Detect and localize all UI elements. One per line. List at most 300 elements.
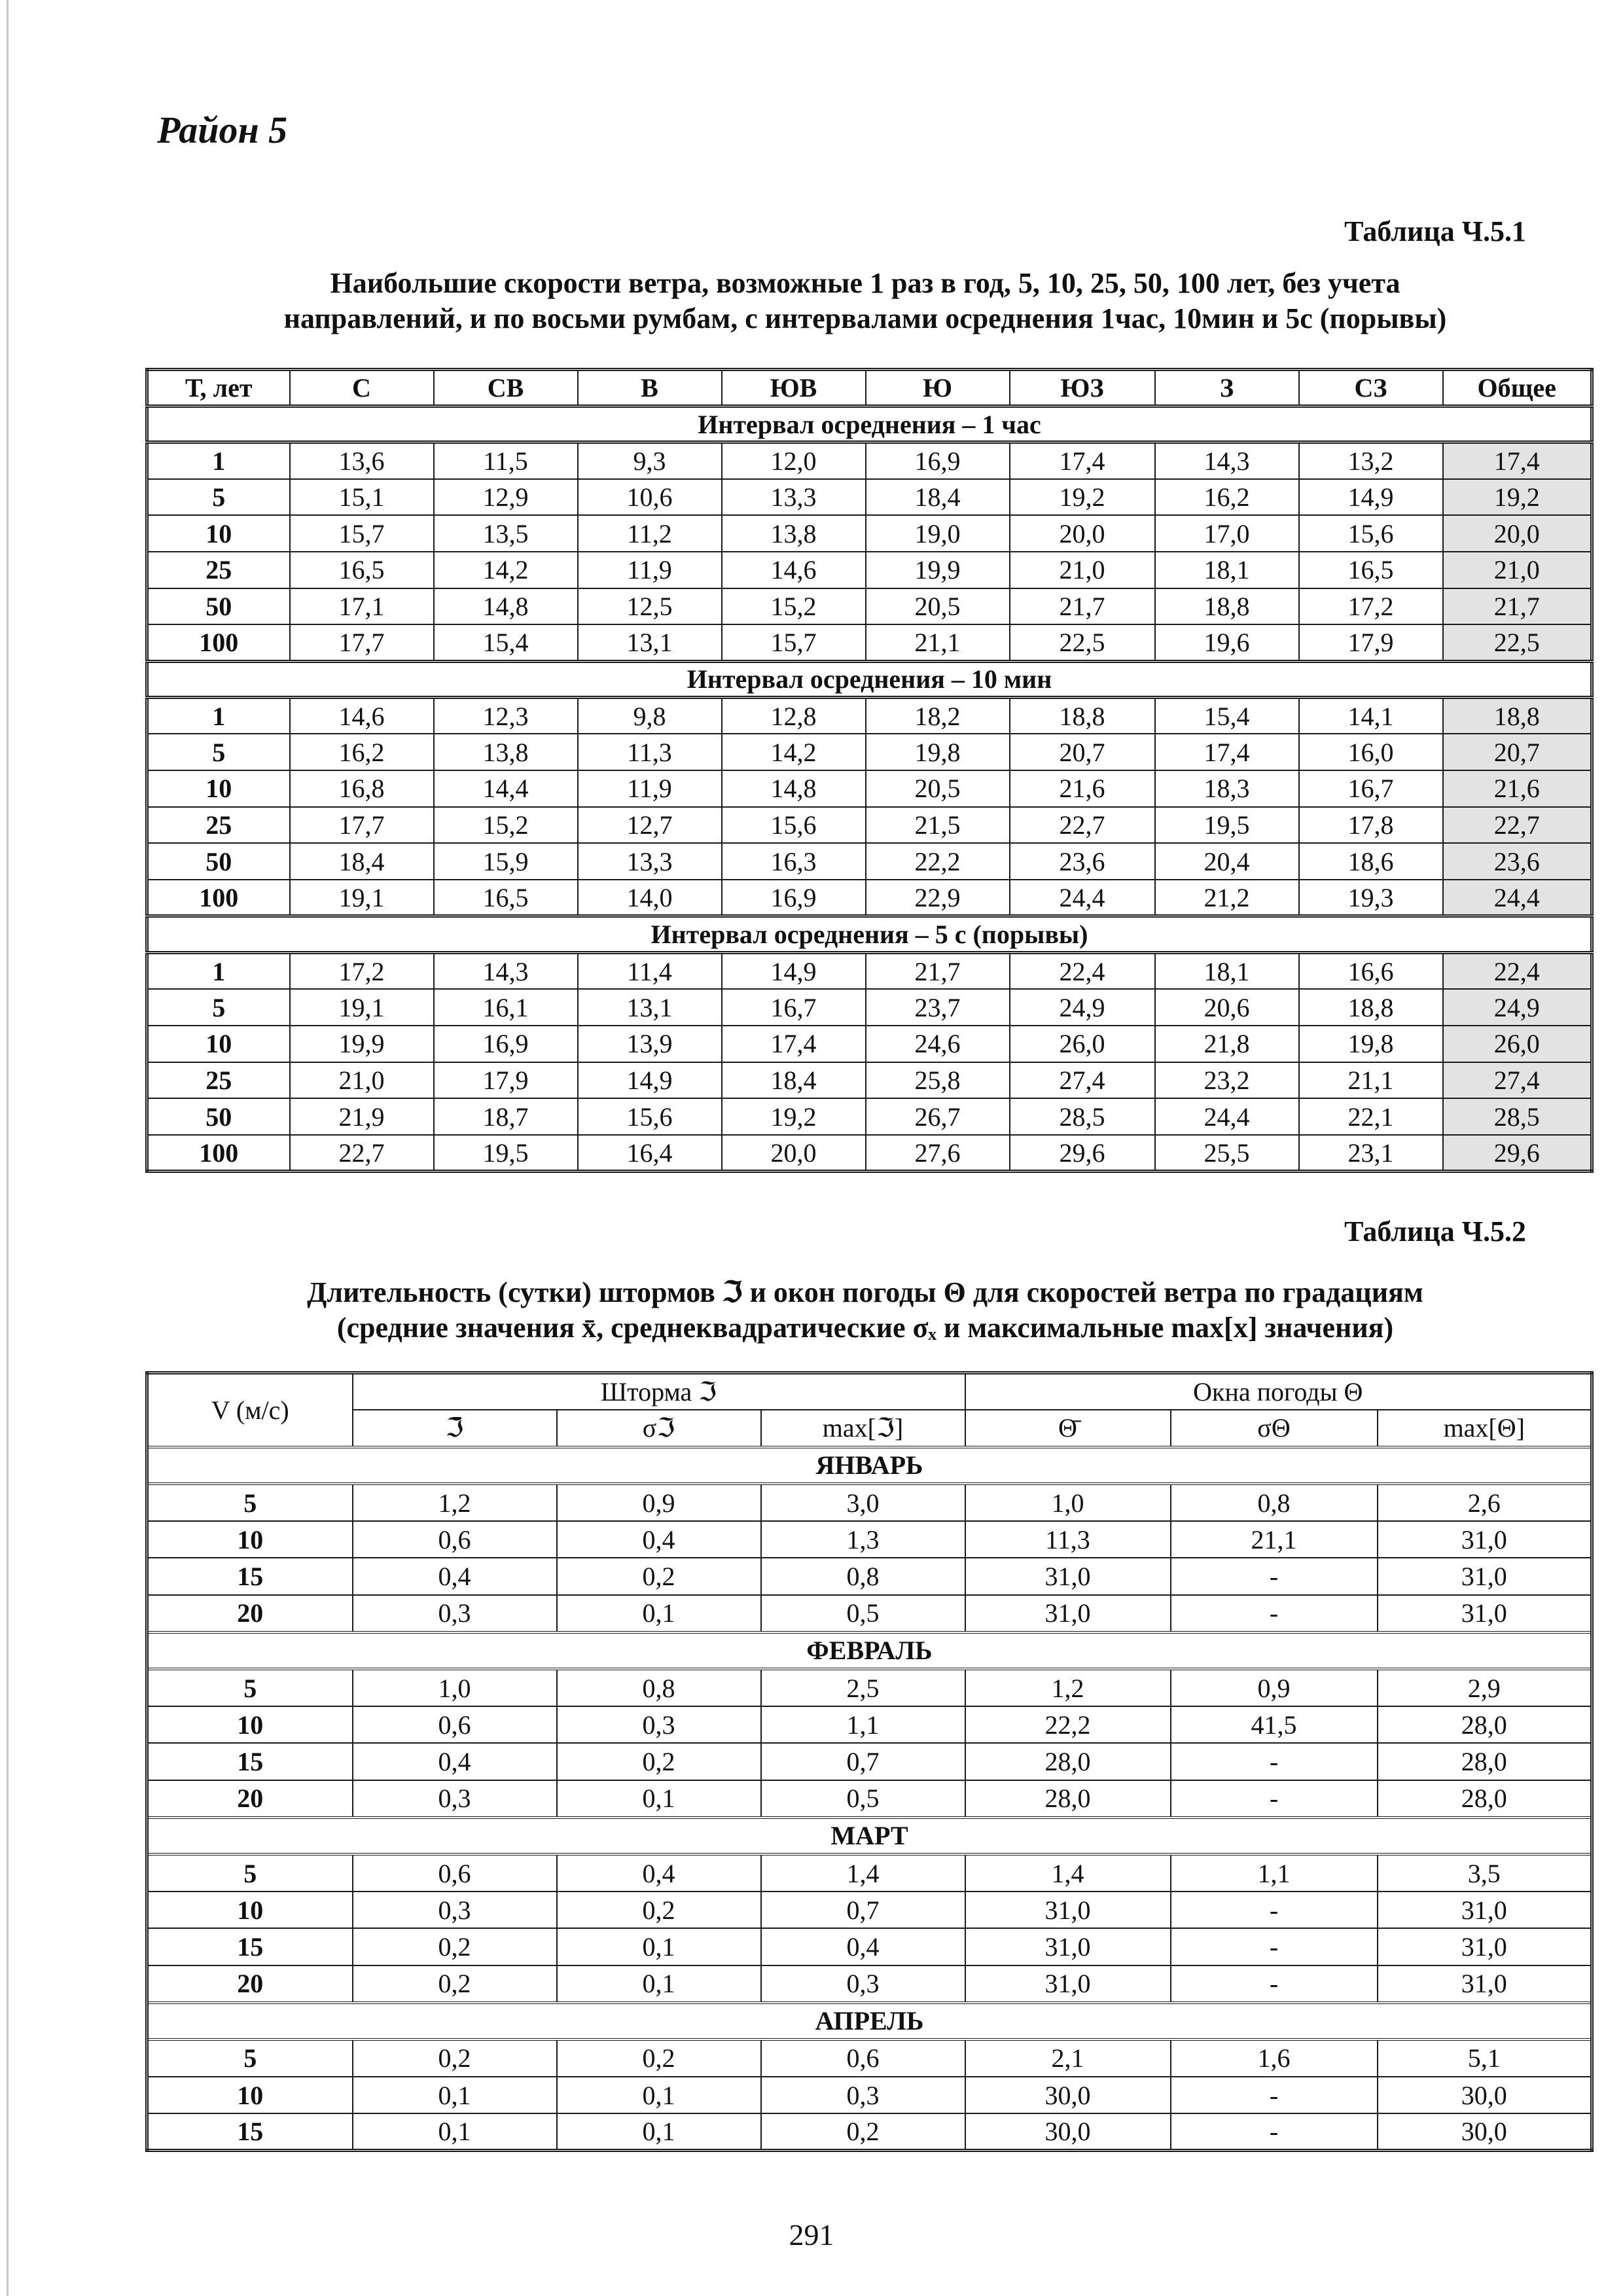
speed-cell: 15,7 bbox=[722, 624, 866, 661]
overall-speed-cell: 27,4 bbox=[1443, 1062, 1592, 1099]
table2-row bbox=[147, 1558, 1592, 1595]
speed-cell: 13,1 bbox=[578, 624, 722, 661]
duration-cell: 31,0 bbox=[1378, 1558, 1592, 1595]
table2-month-title: АПРЕЛЬ bbox=[147, 2003, 1592, 2040]
duration-cell: 0,4 bbox=[353, 1743, 557, 1780]
duration-cell: 22,2 bbox=[965, 1706, 1171, 1744]
table2-header-row bbox=[147, 1373, 1592, 1410]
table1-column-header: СЗ bbox=[1299, 370, 1443, 406]
overall-speed-cell: 21,6 bbox=[1443, 770, 1592, 807]
speed-cell: 17,9 bbox=[1299, 624, 1443, 661]
table1-section-row bbox=[147, 406, 1592, 442]
speed-cell: 16,6 bbox=[1299, 953, 1443, 990]
speed-cell: 16,4 bbox=[578, 1135, 722, 1172]
duration-cell: 0,3 bbox=[353, 1892, 557, 1929]
table1-column-header: В bbox=[578, 370, 722, 406]
duration-cell: 0,1 bbox=[353, 2077, 557, 2114]
table1-row bbox=[147, 770, 1592, 807]
wind-speed-cell: 5 bbox=[147, 1854, 353, 1892]
speed-cell: 23,6 bbox=[1010, 843, 1155, 880]
return-period-cell: 100 bbox=[147, 624, 290, 661]
duration-cell: 31,0 bbox=[1378, 1965, 1592, 2003]
table2-row bbox=[147, 2113, 1592, 2151]
speed-cell: 13,5 bbox=[434, 515, 578, 552]
speed-cell: 19,9 bbox=[866, 552, 1010, 588]
duration-cell: 0,3 bbox=[353, 1595, 557, 1632]
duration-cell: 0,9 bbox=[1171, 1669, 1378, 1706]
table2-month-row bbox=[147, 1818, 1592, 1855]
table1-row bbox=[147, 624, 1592, 661]
duration-cell: - bbox=[1171, 1558, 1378, 1595]
table1-section-title: Интервал осреднения – 10 мин bbox=[147, 661, 1592, 698]
duration-cell: 3,5 bbox=[1378, 1854, 1592, 1892]
overall-speed-cell: 21,7 bbox=[1443, 588, 1592, 625]
speed-cell: 15,6 bbox=[722, 807, 866, 844]
speed-cell: 13,3 bbox=[722, 479, 866, 516]
table2-month-row bbox=[147, 2003, 1592, 2040]
speed-cell: 13,1 bbox=[578, 989, 722, 1026]
speed-cell: 10,6 bbox=[578, 479, 722, 516]
return-period-cell: 5 bbox=[147, 734, 290, 770]
wind-speed-cell: 20 bbox=[147, 1595, 353, 1632]
duration-cell: - bbox=[1171, 1743, 1378, 1780]
speed-cell: 11,3 bbox=[578, 734, 722, 770]
speed-cell: 19,3 bbox=[1299, 880, 1443, 916]
table1-section-row bbox=[147, 916, 1592, 953]
overall-speed-cell: 22,5 bbox=[1443, 624, 1592, 661]
duration-cell: 21,1 bbox=[1171, 1521, 1378, 1558]
speed-cell: 14,9 bbox=[1299, 479, 1443, 516]
table2-row bbox=[147, 1743, 1592, 1780]
table2-subheader: σℑ bbox=[557, 1410, 761, 1447]
scan-edge-line bbox=[7, 0, 9, 2296]
wind-speed-table bbox=[145, 368, 1594, 1173]
wind-speed-cell: 10 bbox=[147, 1892, 353, 1929]
table1-row bbox=[147, 698, 1592, 734]
speed-cell: 21,6 bbox=[1010, 770, 1155, 807]
speed-cell: 9,3 bbox=[578, 442, 722, 479]
duration-cell: 1,0 bbox=[353, 1669, 557, 1706]
speed-cell: 14,8 bbox=[434, 588, 578, 625]
return-period-cell: 25 bbox=[147, 552, 290, 588]
table2-subheader: σΘ bbox=[1171, 1410, 1378, 1447]
speed-cell: 15,2 bbox=[434, 807, 578, 844]
speed-cell: 16,5 bbox=[290, 552, 434, 588]
duration-cell: 1,1 bbox=[1171, 1854, 1378, 1892]
speed-cell: 19,5 bbox=[1155, 807, 1299, 844]
table2-caption bbox=[145, 1275, 1585, 1346]
duration-cell: 1,4 bbox=[761, 1854, 965, 1892]
table2-row bbox=[147, 1965, 1592, 2003]
duration-cell: 0,1 bbox=[353, 2113, 557, 2151]
duration-cell: 31,0 bbox=[1378, 1928, 1592, 1965]
duration-cell: 0,1 bbox=[557, 2077, 761, 2114]
speed-cell: 21,0 bbox=[290, 1062, 434, 1099]
speed-cell: 16,9 bbox=[434, 1026, 578, 1062]
duration-cell: 0,1 bbox=[557, 2113, 761, 2151]
speed-cell: 19,2 bbox=[1010, 479, 1155, 516]
table1-row bbox=[147, 953, 1592, 990]
speed-cell: 15,2 bbox=[722, 588, 866, 625]
speed-cell: 24,4 bbox=[1010, 880, 1155, 916]
table1-column-header: ЮВ bbox=[722, 370, 866, 406]
duration-cell: - bbox=[1171, 2077, 1378, 2114]
speed-cell: 16,7 bbox=[1299, 770, 1443, 807]
wind-speed-cell: 20 bbox=[147, 1780, 353, 1818]
wind-speed-cell: 5 bbox=[147, 2039, 353, 2077]
duration-cell: 31,0 bbox=[965, 1892, 1171, 1929]
duration-cell: 0,6 bbox=[353, 1706, 557, 1744]
speed-cell: 14,9 bbox=[722, 953, 866, 990]
duration-cell: 31,0 bbox=[965, 1558, 1171, 1595]
speed-cell: 28,5 bbox=[1010, 1098, 1155, 1135]
duration-cell: 30,0 bbox=[1378, 2077, 1592, 2114]
duration-cell: 28,0 bbox=[965, 1780, 1171, 1818]
speed-cell: 19,5 bbox=[434, 1135, 578, 1172]
wind-speed-cell: 15 bbox=[147, 1558, 353, 1595]
table2-row bbox=[147, 1669, 1592, 1706]
duration-cell: 5,1 bbox=[1378, 2039, 1592, 2077]
speed-cell: 21,8 bbox=[1155, 1026, 1299, 1062]
table2-month-row bbox=[147, 1632, 1592, 1670]
speed-cell: 21,1 bbox=[1299, 1062, 1443, 1099]
table1-row bbox=[147, 1026, 1592, 1062]
speed-cell: 20,5 bbox=[866, 770, 1010, 807]
speed-cell: 14,9 bbox=[578, 1062, 722, 1099]
duration-cell: 28,0 bbox=[1378, 1706, 1592, 1744]
duration-cell: 30,0 bbox=[1378, 2113, 1592, 2151]
duration-cell: 0,3 bbox=[353, 1780, 557, 1818]
speed-cell: 18,8 bbox=[1155, 588, 1299, 625]
table1-section-row bbox=[147, 661, 1592, 698]
speed-cell: 14,6 bbox=[290, 698, 434, 734]
table1-column-header: ЮЗ bbox=[1010, 370, 1155, 406]
speed-cell: 18,4 bbox=[722, 1062, 866, 1099]
speed-cell: 13,8 bbox=[434, 734, 578, 770]
table1-row bbox=[147, 807, 1592, 844]
return-period-cell: 10 bbox=[147, 1026, 290, 1062]
speed-cell: 18,7 bbox=[434, 1098, 578, 1135]
wind-speed-cell: 15 bbox=[147, 1928, 353, 1965]
storm-duration-table-body bbox=[147, 1373, 1592, 2151]
table1-header-row bbox=[147, 370, 1592, 406]
overall-speed-cell: 17,4 bbox=[1443, 442, 1592, 479]
speed-cell: 12,9 bbox=[434, 479, 578, 516]
duration-cell: 0,1 bbox=[557, 1595, 761, 1632]
speed-cell: 15,1 bbox=[290, 479, 434, 516]
duration-cell: 0,2 bbox=[557, 1743, 761, 1780]
duration-cell: 0,2 bbox=[761, 2113, 965, 2151]
speed-cell: 19,8 bbox=[1299, 1026, 1443, 1062]
speed-cell: 14,4 bbox=[434, 770, 578, 807]
overall-speed-cell: 19,2 bbox=[1443, 479, 1592, 516]
duration-cell: 28,0 bbox=[1378, 1743, 1592, 1780]
table1-section-title: Интервал осреднения – 5 с (порывы) bbox=[147, 916, 1592, 953]
speed-cell: 14,6 bbox=[722, 552, 866, 588]
speed-cell: 17,7 bbox=[290, 624, 434, 661]
speed-cell: 29,6 bbox=[1010, 1135, 1155, 1172]
speed-cell: 12,3 bbox=[434, 698, 578, 734]
table2-row bbox=[147, 2039, 1592, 2077]
table1-column-header: Общее bbox=[1443, 370, 1592, 406]
duration-cell: 28,0 bbox=[965, 1743, 1171, 1780]
duration-cell: 0,5 bbox=[761, 1780, 965, 1818]
speed-cell: 14,8 bbox=[722, 770, 866, 807]
table2-subheader: max[ℑ] bbox=[761, 1410, 965, 1447]
speed-cell: 12,8 bbox=[722, 698, 866, 734]
speed-cell: 21,7 bbox=[866, 953, 1010, 990]
speed-cell: 23,1 bbox=[1299, 1135, 1443, 1172]
duration-cell: 0,6 bbox=[761, 2039, 965, 2077]
overall-speed-cell: 18,8 bbox=[1443, 698, 1592, 734]
duration-cell: 2,6 bbox=[1378, 1484, 1592, 1521]
speed-cell: 16,0 bbox=[1299, 734, 1443, 770]
speed-cell: 22,2 bbox=[866, 843, 1010, 880]
duration-cell: 2,1 bbox=[965, 2039, 1171, 2077]
speed-cell: 27,4 bbox=[1010, 1062, 1155, 1099]
speed-cell: 15,4 bbox=[1155, 698, 1299, 734]
table2-row bbox=[147, 1595, 1592, 1632]
duration-cell: 0,7 bbox=[761, 1743, 965, 1780]
overall-speed-cell: 28,5 bbox=[1443, 1098, 1592, 1135]
wind-speed-cell: 5 bbox=[147, 1484, 353, 1521]
speed-cell: 11,5 bbox=[434, 442, 578, 479]
duration-cell: 0,2 bbox=[353, 2039, 557, 2077]
duration-cell: - bbox=[1171, 1928, 1378, 1965]
table1-section-title: Интервал осреднения – 1 час bbox=[147, 406, 1592, 442]
speed-cell: 17,9 bbox=[434, 1062, 578, 1099]
speed-cell: 21,9 bbox=[290, 1098, 434, 1135]
speed-cell: 14,0 bbox=[578, 880, 722, 916]
duration-cell: 31,0 bbox=[1378, 1595, 1592, 1632]
speed-cell: 17,4 bbox=[722, 1026, 866, 1062]
duration-cell: 11,3 bbox=[965, 1521, 1171, 1558]
duration-cell: 0,8 bbox=[557, 1669, 761, 1706]
speed-cell: 25,5 bbox=[1155, 1135, 1299, 1172]
wind-speed-cell: 20 bbox=[147, 1965, 353, 2003]
return-period-cell: 25 bbox=[147, 1062, 290, 1099]
overall-speed-cell: 24,4 bbox=[1443, 880, 1592, 916]
table2-caption-line-1: Длительность (сутки) штормов ℑ и окон погоды Θ для скоростей ветра по градациям bbox=[307, 1276, 1423, 1308]
table1-caption-line-1: Наибольшие скорости ветра, возможные 1 раз в год, 5, 10, 25, 50, 100 лет, без учета bbox=[330, 267, 1400, 299]
return-period-cell: 1 bbox=[147, 442, 290, 479]
table2-month-row bbox=[147, 1447, 1592, 1484]
duration-cell: - bbox=[1171, 1965, 1378, 2003]
speed-cell: 13,3 bbox=[578, 843, 722, 880]
duration-cell: 0,8 bbox=[1171, 1484, 1378, 1521]
table2-month-title: МАРТ bbox=[147, 1818, 1592, 1855]
wind-speed-cell: 10 bbox=[147, 1706, 353, 1744]
overall-speed-cell: 22,7 bbox=[1443, 807, 1592, 844]
speed-cell: 15,4 bbox=[434, 624, 578, 661]
table1-column-header: СВ bbox=[434, 370, 578, 406]
duration-cell: 0,3 bbox=[761, 2077, 965, 2114]
speed-cell: 11,2 bbox=[578, 515, 722, 552]
duration-cell: 0,1 bbox=[557, 1928, 761, 1965]
duration-cell: 0,2 bbox=[557, 2039, 761, 2077]
return-period-cell: 25 bbox=[147, 807, 290, 844]
speed-cell: 14,2 bbox=[722, 734, 866, 770]
speed-cell: 22,1 bbox=[1299, 1098, 1443, 1135]
duration-cell: - bbox=[1171, 2113, 1378, 2151]
duration-cell: 0,2 bbox=[557, 1558, 761, 1595]
speed-cell: 12,5 bbox=[578, 588, 722, 625]
duration-cell: 0,2 bbox=[557, 1892, 761, 1929]
speed-cell: 19,2 bbox=[722, 1098, 866, 1135]
speed-cell: 11,4 bbox=[578, 953, 722, 990]
speed-cell: 12,0 bbox=[722, 442, 866, 479]
wind-speed-cell: 15 bbox=[147, 1743, 353, 1780]
speed-cell: 13,2 bbox=[1299, 442, 1443, 479]
return-period-cell: 5 bbox=[147, 479, 290, 516]
overall-speed-cell: 24,9 bbox=[1443, 989, 1592, 1026]
speed-cell: 17,0 bbox=[1155, 515, 1299, 552]
speed-cell: 26,7 bbox=[866, 1098, 1010, 1135]
duration-cell: 0,1 bbox=[557, 1965, 761, 2003]
speed-cell: 27,6 bbox=[866, 1135, 1010, 1172]
duration-cell: 3,0 bbox=[761, 1484, 965, 1521]
speed-cell: 20,5 bbox=[866, 588, 1010, 625]
duration-cell: 0,4 bbox=[557, 1521, 761, 1558]
speed-cell: 22,7 bbox=[1010, 807, 1155, 844]
return-period-cell: 1 bbox=[147, 698, 290, 734]
overall-speed-cell: 23,6 bbox=[1443, 843, 1592, 880]
speed-cell: 21,2 bbox=[1155, 880, 1299, 916]
speed-cell: 24,6 bbox=[866, 1026, 1010, 1062]
speed-cell: 12,7 bbox=[578, 807, 722, 844]
speed-cell: 16,2 bbox=[290, 734, 434, 770]
duration-cell: 0,5 bbox=[761, 1595, 965, 1632]
speed-cell: 16,1 bbox=[434, 989, 578, 1026]
return-period-cell: 10 bbox=[147, 770, 290, 807]
duration-cell: 0,7 bbox=[761, 1892, 965, 1929]
speed-cell: 16,5 bbox=[434, 880, 578, 916]
duration-cell: - bbox=[1171, 1892, 1378, 1929]
speed-cell: 23,2 bbox=[1155, 1062, 1299, 1099]
table1-row bbox=[147, 1135, 1592, 1172]
table2-subheader-row bbox=[147, 1410, 1592, 1447]
duration-cell: 0,6 bbox=[353, 1854, 557, 1892]
speed-cell: 18,6 bbox=[1299, 843, 1443, 880]
table1-column-header: З bbox=[1155, 370, 1299, 406]
speed-cell: 22,7 bbox=[290, 1135, 434, 1172]
table1-column-header: Ю bbox=[866, 370, 1010, 406]
speed-cell: 13,9 bbox=[578, 1026, 722, 1062]
table1-row bbox=[147, 479, 1592, 516]
table1-caption-line-2: направлений, и по восьми румбам, с интервалами осреднения 1час, 10мин и 5с (порывы) bbox=[283, 302, 1447, 334]
duration-cell: 1,6 bbox=[1171, 2039, 1378, 2077]
return-period-cell: 50 bbox=[147, 588, 290, 625]
table1-row bbox=[147, 442, 1592, 479]
speed-cell: 17,2 bbox=[1299, 588, 1443, 625]
speed-cell: 26,0 bbox=[1010, 1026, 1155, 1062]
speed-cell: 20,4 bbox=[1155, 843, 1299, 880]
speed-cell: 18,4 bbox=[866, 479, 1010, 516]
duration-cell: 1,4 bbox=[965, 1854, 1171, 1892]
table2-speed-header: V (м/с) bbox=[147, 1373, 353, 1447]
speed-cell: 14,3 bbox=[434, 953, 578, 990]
table1-row bbox=[147, 989, 1592, 1026]
overall-speed-cell: 29,6 bbox=[1443, 1135, 1592, 1172]
speed-cell: 16,2 bbox=[1155, 479, 1299, 516]
speed-cell: 19,9 bbox=[290, 1026, 434, 1062]
duration-cell: 0,2 bbox=[353, 1965, 557, 2003]
speed-cell: 19,6 bbox=[1155, 624, 1299, 661]
speed-cell: 16,3 bbox=[722, 843, 866, 880]
return-period-cell: 100 bbox=[147, 880, 290, 916]
speed-cell: 22,4 bbox=[1010, 953, 1155, 990]
table1-row bbox=[147, 1062, 1592, 1099]
speed-cell: 18,8 bbox=[1299, 989, 1443, 1026]
table1-row bbox=[147, 1098, 1592, 1135]
duration-cell: 0,8 bbox=[761, 1558, 965, 1595]
duration-cell: 30,0 bbox=[965, 2113, 1171, 2151]
speed-cell: 16,9 bbox=[722, 880, 866, 916]
table2-row bbox=[147, 1928, 1592, 1965]
speed-cell: 13,8 bbox=[722, 515, 866, 552]
speed-cell: 20,6 bbox=[1155, 989, 1299, 1026]
duration-cell: 0,1 bbox=[557, 1780, 761, 1818]
speed-cell: 9,8 bbox=[578, 698, 722, 734]
duration-cell: 0,2 bbox=[353, 1928, 557, 1965]
duration-cell: 2,9 bbox=[1378, 1669, 1592, 1706]
table2-number: Таблица Ч.5.2 bbox=[1344, 1215, 1526, 1247]
table2-row bbox=[147, 1892, 1592, 1929]
table2-month-title: ФЕВРАЛЬ bbox=[147, 1632, 1592, 1670]
duration-cell: 0,9 bbox=[557, 1484, 761, 1521]
return-period-cell: 5 bbox=[147, 989, 290, 1026]
duration-cell: 2,5 bbox=[761, 1669, 965, 1706]
table2-row bbox=[147, 1706, 1592, 1744]
speed-cell: 18,2 bbox=[866, 698, 1010, 734]
speed-cell: 24,9 bbox=[1010, 989, 1155, 1026]
speed-cell: 21,0 bbox=[1010, 552, 1155, 588]
duration-cell: 31,0 bbox=[1378, 1892, 1592, 1929]
speed-cell: 17,1 bbox=[290, 588, 434, 625]
duration-cell: 1,0 bbox=[965, 1484, 1171, 1521]
speed-cell: 13,6 bbox=[290, 442, 434, 479]
table2-row bbox=[147, 1484, 1592, 1521]
duration-cell: 0,4 bbox=[557, 1854, 761, 1892]
speed-cell: 22,9 bbox=[866, 880, 1010, 916]
duration-cell: 28,0 bbox=[1378, 1780, 1592, 1818]
speed-cell: 21,7 bbox=[1010, 588, 1155, 625]
duration-cell: 1,2 bbox=[965, 1669, 1171, 1706]
speed-cell: 16,7 bbox=[722, 989, 866, 1026]
table2-row bbox=[147, 1521, 1592, 1558]
speed-cell: 20,7 bbox=[1010, 734, 1155, 770]
duration-cell: 0,3 bbox=[557, 1706, 761, 1744]
speed-cell: 17,2 bbox=[290, 953, 434, 990]
speed-cell: 14,2 bbox=[434, 552, 578, 588]
duration-cell: 0,4 bbox=[353, 1558, 557, 1595]
table1-row bbox=[147, 734, 1592, 770]
table2-row bbox=[147, 2077, 1592, 2114]
speed-cell: 15,6 bbox=[578, 1098, 722, 1135]
return-period-cell: 100 bbox=[147, 1135, 290, 1172]
overall-speed-cell: 21,0 bbox=[1443, 552, 1592, 588]
table2-window-group-header: Окна погоды Θ bbox=[965, 1373, 1592, 1410]
table1-caption bbox=[145, 266, 1585, 336]
speed-cell: 18,3 bbox=[1155, 770, 1299, 807]
return-period-cell: 50 bbox=[147, 1098, 290, 1135]
speed-cell: 19,8 bbox=[866, 734, 1010, 770]
duration-cell: 30,0 bbox=[965, 2077, 1171, 2114]
speed-cell: 15,6 bbox=[1299, 515, 1443, 552]
wind-speed-cell: 10 bbox=[147, 2077, 353, 2114]
table1-row bbox=[147, 515, 1592, 552]
table2-row bbox=[147, 1780, 1592, 1818]
